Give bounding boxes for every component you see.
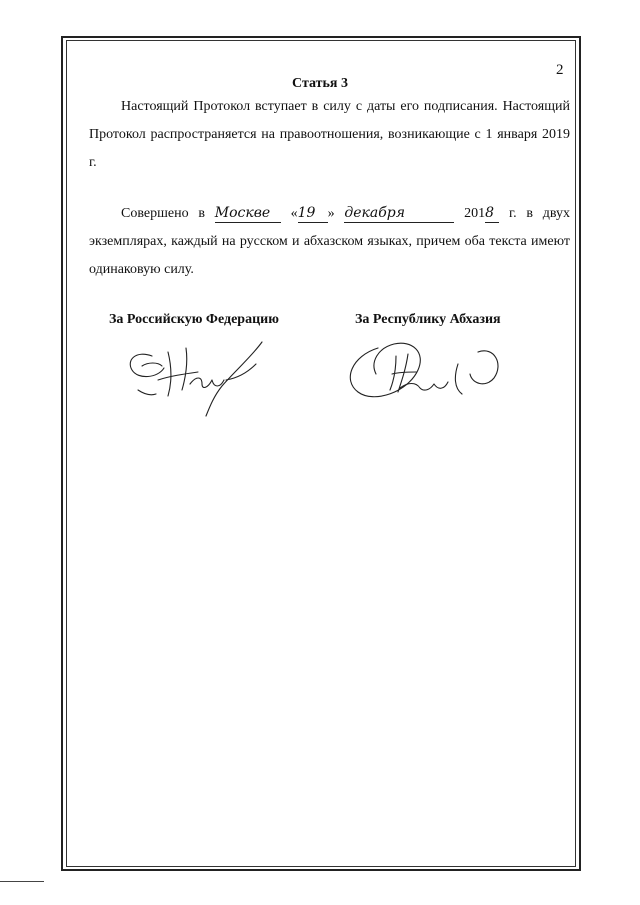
handwritten-place: Москве (215, 204, 281, 223)
handwritten-day: 19 (298, 204, 328, 223)
year-prefix: 201 (464, 206, 486, 221)
paragraph-1-text (89, 93, 570, 177)
paragraph-2-suffix: г. в двух экземплярах, каждый на русском и абхазском языках, причем оба текста имеют одинаковую силу. (89, 206, 571, 277)
signature-abkhazia (338, 328, 508, 406)
signature-russia (118, 332, 278, 424)
article-paragraph-1 (89, 93, 570, 177)
handwritten-year-digit: 8 (485, 204, 499, 223)
page-number: 2 (556, 62, 564, 78)
paragraph-2-text (89, 200, 570, 284)
footer-rule (0, 881, 44, 882)
quote-close: » (327, 206, 335, 221)
signatory-label-abkhazia: За Республику Абхазия (355, 312, 501, 327)
paragraph-1-line-2: возникающие с 1 января 2019 г. (89, 127, 570, 170)
article-paragraph-2 (89, 200, 570, 284)
paragraph-1-line-1: Настоящий Протокол вступает в силу с даты его подписания. Настоящий Протокол распространяется на правоотношения, (89, 99, 570, 142)
handwritten-month: декабря (344, 204, 454, 223)
paragraph-2-prefix: Совершено в (121, 206, 205, 221)
signatory-label-russia: За Российскую Федерацию (109, 312, 279, 327)
quote-open: « (290, 206, 298, 221)
article-title: Статья 3 (292, 76, 348, 91)
